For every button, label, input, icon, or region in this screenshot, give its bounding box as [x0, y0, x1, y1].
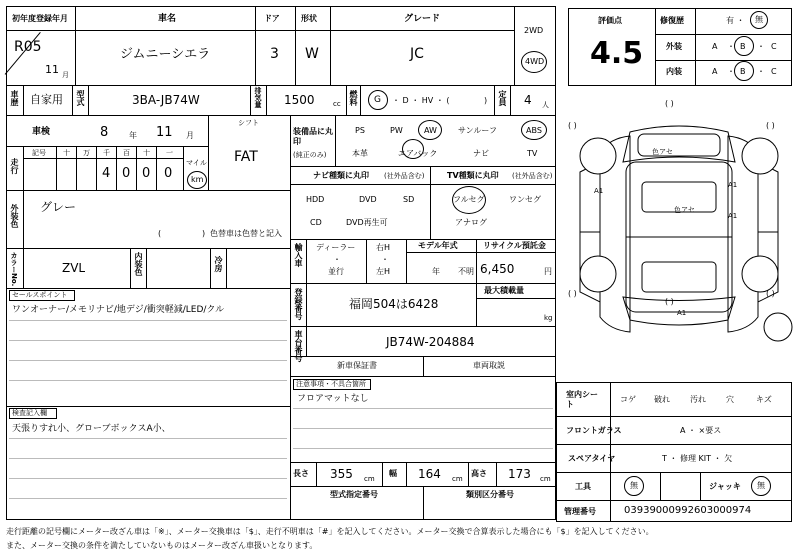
management-value: 03939000992603000974: [624, 505, 752, 516]
management-label: 管理番号: [564, 507, 596, 516]
left-h: 左H: [376, 267, 391, 276]
fuel-g: G: [374, 95, 381, 105]
equipment-sub: (純正のみ): [293, 151, 327, 159]
seat-burn: コゲ: [620, 395, 636, 404]
navi-cd: CD: [310, 218, 322, 227]
repair-label: 修復歴: [660, 16, 684, 25]
navi-sd: SD: [403, 195, 415, 204]
model-label: 型式: [76, 90, 85, 106]
bracket-bl: ( ): [568, 289, 577, 298]
ac-label: 冷房: [214, 256, 223, 272]
sales-point-text: ワンオーナー/メモリナビ/地デジ/衝突軽減/LED/クル: [12, 305, 225, 315]
equip-navi: ナビ: [473, 149, 489, 158]
navi-dvd-play: DVD再生可: [346, 218, 388, 227]
height-value: 173: [508, 467, 531, 481]
tv-analog: アナログ: [455, 218, 487, 227]
inspection-month: 11: [156, 125, 173, 140]
mark-a1-right-1: A1: [728, 181, 738, 189]
width-value: 164: [418, 467, 441, 481]
symbol-label: 記号: [32, 149, 46, 157]
fuel-close: ): [484, 96, 488, 105]
bracket-tr: ( ): [766, 121, 775, 130]
import-dot: ・: [333, 255, 341, 264]
equip-ps: PS: [355, 126, 365, 135]
bracket-tl: ( ): [568, 121, 577, 130]
int-b: B: [740, 67, 746, 76]
int-dot2: ・: [757, 67, 765, 76]
repair-options: 有 ・: [726, 16, 745, 25]
shape-label: 形状: [301, 14, 317, 23]
mark-a1-right-2: A1: [728, 212, 738, 220]
unit-1: 十: [63, 149, 70, 157]
chassis-label: 車台番号: [294, 330, 303, 362]
paren-close: ): [202, 229, 206, 238]
ext-color-label: 外装色: [10, 204, 19, 228]
registration-label: 登録番号: [294, 288, 303, 320]
footer-line-2: また、メーター交換の条件を満たしていないものはメーター改ざん車扱いとなります。: [6, 541, 318, 550]
model-year-unknown: 不明: [458, 267, 474, 276]
color-no-label: カラーNo.: [10, 252, 18, 287]
door-label: ドア: [264, 14, 280, 23]
int-a: A: [712, 67, 718, 76]
shape: W: [305, 46, 319, 62]
unit-2: 万: [83, 149, 90, 157]
color-no: ZVL: [62, 261, 86, 275]
grade-label: グレード: [404, 14, 441, 24]
model-year-label: モデル年式: [418, 241, 458, 250]
tv-oneseg: ワンセグ: [509, 195, 541, 204]
capacity-label: 定員: [498, 90, 507, 106]
inspection-year: 8: [100, 125, 109, 140]
digit-4: 0: [122, 166, 131, 181]
notes-label: 注意事項・不具合箇所: [296, 380, 366, 388]
mile-label: マイル: [186, 159, 207, 167]
navi-sub: (社外品含む): [384, 172, 425, 180]
km-unit: km: [191, 175, 204, 184]
import-label: 輸入車: [294, 243, 303, 267]
displacement-label: 排気量: [254, 87, 262, 108]
jack-none: 無: [757, 481, 765, 490]
grade: JC: [410, 46, 424, 62]
main-form: [6, 6, 556, 520]
mark-a1-left: A1: [594, 187, 604, 195]
car-name-label: 車名: [158, 14, 177, 24]
car-damage-diagram: [560, 92, 798, 382]
ext-a: A: [712, 42, 718, 51]
mark-a1-bottom: A1: [677, 309, 687, 317]
reg-era-year: R05: [14, 39, 42, 55]
ext-dot1: ・: [727, 42, 735, 51]
exterior-grade-label: 外装: [666, 42, 682, 51]
height-label: 高さ: [471, 469, 487, 478]
height-cm: cm: [540, 475, 551, 483]
recycle-label: リサイクル預託金: [483, 241, 546, 250]
doors: 3: [270, 46, 279, 62]
ext-color: グレー: [40, 200, 77, 214]
equipment-label: 装備品に丸印: [293, 127, 333, 147]
digit-6: 0: [164, 166, 173, 181]
interior-grade-label: 内装: [666, 67, 682, 76]
unit-3: 千: [103, 149, 110, 157]
class-designation-label: 類別区分番号: [466, 490, 514, 499]
digit-3: 4: [102, 166, 111, 181]
model-year-unit: 年: [432, 267, 440, 276]
repaint-note: 色替車は色替と記入: [210, 229, 282, 238]
width-cm: cm: [452, 475, 463, 483]
type-designation-label: 型式指定番号: [330, 490, 378, 499]
equip-abs: ABS: [526, 126, 542, 135]
windshield-label: フロントガラス: [566, 426, 622, 435]
length-value: 355: [330, 467, 353, 481]
navi-dvd: DVD: [359, 195, 377, 204]
ext-dot2: ・: [757, 42, 765, 51]
new-car-warranty: 新車保証書: [337, 361, 377, 370]
equip-tv: TV: [527, 149, 538, 158]
digit-5: 0: [142, 166, 151, 181]
sales-point-label: セールスポイント: [12, 291, 68, 299]
paren-open: (: [158, 229, 162, 238]
chassis-value: JB74W-204884: [386, 335, 475, 349]
tv-fullseg: フルセグ: [453, 195, 485, 204]
drive-2wd: 2WD: [524, 26, 544, 35]
mark-paint-mid: 色アセ: [674, 206, 695, 214]
bracket-bc: ( ): [665, 297, 674, 306]
ext-c: C: [771, 42, 777, 51]
seat-scratch: キズ: [756, 395, 772, 404]
tv-sub: (社外品含む): [512, 172, 553, 180]
recycle-value: 6,450: [480, 262, 515, 276]
interior-color-label: 内装色: [134, 252, 143, 276]
notes-text: フロアマットなし: [297, 394, 369, 404]
navi-hdd: HDD: [306, 195, 325, 204]
navi-label: ナビ種類に丸印: [313, 171, 369, 180]
seat-tear: 破れ: [654, 395, 670, 404]
mileage-label: 走行: [10, 158, 19, 174]
inspector-label: 検査記入欄: [12, 409, 47, 417]
windshield-options: A ・ ×要ス: [680, 426, 722, 435]
yen-unit: 円: [544, 267, 552, 276]
bracket-br: ( ): [766, 289, 775, 298]
reg-month-unit: 月: [62, 71, 69, 79]
reg-year-label: 初年度登録年月: [12, 14, 68, 23]
right-h: 右H: [376, 243, 391, 252]
repair-none: 無: [755, 15, 763, 24]
ext-b: B: [740, 42, 746, 51]
equip-aw: AW: [424, 126, 437, 135]
person-unit: 人: [542, 101, 549, 109]
displacement: 1500: [284, 93, 315, 107]
tools-label: 工具: [575, 482, 591, 491]
bracket-tc: ( ): [665, 99, 674, 108]
usage: 自家用: [30, 93, 63, 106]
equip-leather: 本革: [352, 149, 368, 158]
model: 3BA-JB74W: [132, 93, 200, 107]
car-name: ジムニーシエラ: [120, 47, 211, 62]
unit-5: 十: [143, 149, 150, 157]
equip-pw: PW: [390, 126, 403, 135]
unit-6: 一: [166, 149, 173, 157]
fuel-label: 燃料: [349, 90, 358, 106]
usage-label: 車歴: [10, 90, 19, 106]
score-value: 4.5: [590, 36, 644, 71]
fuel-options: ・ D ・ HV ・ (: [392, 96, 450, 105]
cc-unit: cc: [333, 100, 341, 108]
reg-month: 11: [45, 63, 59, 76]
inspection-year-unit: 年: [129, 131, 137, 140]
shift: FAT: [234, 149, 258, 165]
max-load-label: 最大積載量: [484, 286, 524, 295]
int-dot1: ・: [727, 67, 735, 76]
inspector-text: 天張りすれ小、グローブボックスA小、: [12, 424, 171, 434]
unit-4: 百: [123, 149, 130, 157]
length-cm: cm: [364, 475, 375, 483]
score-label: 評価点: [598, 16, 622, 25]
int-c: C: [771, 67, 777, 76]
import-parallel: 並行: [328, 267, 344, 276]
equip-airbag-circle: [402, 139, 424, 159]
drive-4wd: 4WD: [525, 57, 545, 66]
footer-line-1: 走行距離の記号欄にメーター改ざん車は「※」、メーター交換車は「$」、走行不明車は「#」を記入してください。メーター交換で合算表示した場合にも「$」を記入してください。: [6, 527, 654, 536]
equip-airbag: エアバック: [398, 149, 438, 158]
spare-label: スペアタイヤ: [568, 454, 616, 463]
spare-options: T ・ 修理 KIT ・ 欠: [662, 454, 733, 463]
shift-label: シフト: [238, 119, 259, 127]
vehicle-manual: 車両取説: [473, 361, 505, 370]
tools-none: 無: [630, 481, 638, 490]
capacity: 4: [524, 93, 532, 107]
tv-label: TV種類に丸印: [447, 171, 499, 180]
equip-sunroof: サンルーフ: [458, 126, 497, 135]
width-label: 幅: [389, 469, 397, 478]
import-dealer: ディーラー: [316, 243, 356, 252]
seat-dirt: 汚れ: [690, 395, 706, 404]
mark-paint-top: 色アセ: [652, 148, 673, 156]
seat-label: 室内シート: [566, 390, 598, 410]
inspection-month-unit: 月: [186, 131, 194, 140]
kg-unit: kg: [544, 314, 553, 322]
length-label: 長さ: [293, 469, 309, 478]
right-left-dot: ・: [381, 255, 389, 264]
seat-hole: 穴: [726, 395, 734, 404]
jack-label: ジャッキ: [709, 482, 741, 491]
inspection-label: 車検: [32, 127, 51, 137]
registration-plate: 福岡504は6428: [349, 297, 439, 311]
